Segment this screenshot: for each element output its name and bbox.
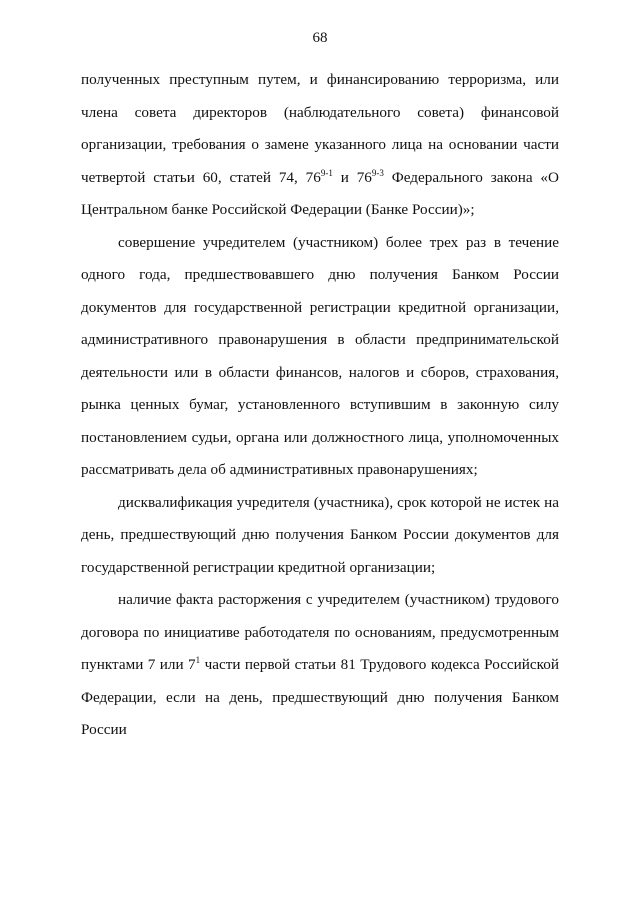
document-body [81,64,559,747]
paragraph-4: наличие факта расторжения с учредителем (участником) трудового договора по инициативе работодателя по основаниям, предусмотренным пунктами 7 или $7^1$ части первой статьи 81 Трудового кодекса Российской Федерации, если на день, предшествующий дню получения Банком России [81,591,560,738]
superscript: 1 [195,654,201,665]
paragraph-1: полученных преступным путем, и финансированию терроризма, или члена совета директоров (наблюдательного совета) финансовой организации, требования о замене указанного лица на основании части четвертой статьи 60, статей 74, 76$^{9-1}$ и 76$^{9-3}$ Федерального закона «О Центральном банке Российской Федерации (Банке России)»; [81,71,559,218]
superscript: 9-3 [371,167,384,178]
paragraph-3: дисквалификация учредителя (участника), срок которой не истек на день, предшествующий дню получения Банком России документов для государственной регистрации кредитной организации; [81,493,559,576]
paragraph-2: совершение учредителем (участником) более трех раз в течение одного года, предшествовавшего дню получения Банком России документов для государственной регистрации кредитной организации, административного правонарушения в области предпринимательской деятельности или в области финансов, налогов и сборов, страхования, рынка ценных бумаг, установленного вступившим в законную силу постановлением судьи, органа или должностного лица, уполномоченных рассматривать дела об административных правонарушениях; [81,233,559,478]
superscript: 9-1 [320,167,333,178]
page-number: 68 [312,30,328,46]
